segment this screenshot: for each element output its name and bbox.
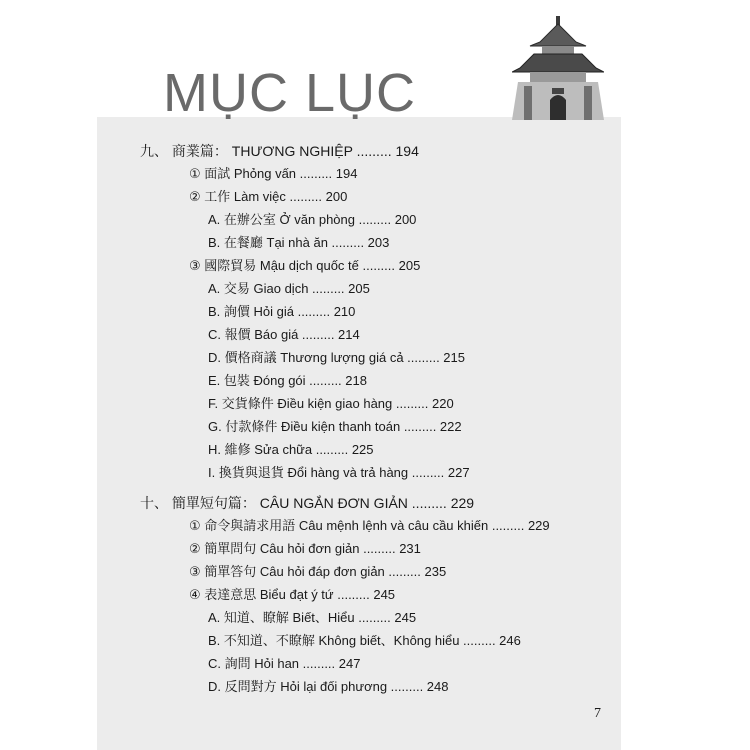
toc-sub-know: A. 知道、瞭解 Biết、Hiểu ......... 245 (208, 610, 417, 625)
toc-sub-office: A. 在辦公室 Ở văn phòng ......... 200 (208, 212, 417, 227)
toc-item-simple-answers: ③ 簡單答句 Câu hỏi đáp đơn giản ......... 235 (189, 564, 447, 579)
toc-sub-delivery: F. 交貨條件 Điều kiện giao hàng ......... 220 (208, 396, 454, 411)
toc-sub-canteen: B. 在餐廳 Tại nhà ăn ......... 203 (208, 235, 390, 250)
pagoda-icon (512, 16, 604, 120)
page-title: MỤC LỤC (163, 63, 417, 123)
toc-sub-transaction: A. 交易 Giao dịch ......... 205 (208, 281, 370, 296)
toc-sub-payment: G. 付款條件 Điều kiện thanh toán ......... 222 (208, 419, 462, 434)
toc-item-trade: ③ 國際貿易 Mậu dịch quốc tế ......... 205 (189, 258, 421, 273)
toc-sub-ask-back: D. 反問對方 Hỏi lại đối phương ......... 248 (208, 679, 449, 694)
toc-sub-exchange-return: I. 換貨與退貨 Đổi hàng và trả hàng ......... 227 (208, 465, 470, 480)
toc-item-simple-questions: ② 簡單問句 Câu hỏi đơn giản ......... 231 (189, 541, 421, 556)
toc-sub-negotiation: D. 價格商議 Thương lượng giá cả ......... 215 (208, 350, 465, 365)
toc-item-expressing: ④ 表達意思 Biểu đạt ý tứ ......... 245 (189, 587, 396, 602)
toc-sub-ask: C. 詢問 Hỏi han ......... 247 (208, 656, 361, 671)
toc-item-commands: ① 命令與請求用語 Câu mệnh lệnh và câu cầu khiến ......... 229 (189, 518, 550, 533)
toc-sub-quotation: C. 報價 Báo giá ......... 214 (208, 327, 360, 342)
toc-sub-packing: E. 包裝 Đóng gói ......... 218 (208, 373, 367, 388)
toc-item-work: ② 工作 Làm việc ......... 200 (189, 189, 348, 204)
toc-section-short-sentences: 十、 簡單短句篇： CÂU NGẮN ĐƠN GIẢN ......... 229 (140, 495, 475, 511)
toc-sub-dont-know: B. 不知道、不瞭解 Không biết、Không hiểu ......... 246 (208, 633, 521, 648)
toc-sub-repair: H. 維修 Sửa chữa ......... 225 (208, 442, 374, 457)
toc-sub-inquiry: B. 詢價 Hỏi giá ......... 210 (208, 304, 356, 319)
toc-section-commerce: 九、 商業篇： THƯƠNG NGHIỆP ......... 194 (140, 143, 419, 159)
toc-item-interview: ① 面試 Phỏng vấn ......... 194 (189, 166, 358, 181)
page-number: 7 (594, 706, 601, 721)
